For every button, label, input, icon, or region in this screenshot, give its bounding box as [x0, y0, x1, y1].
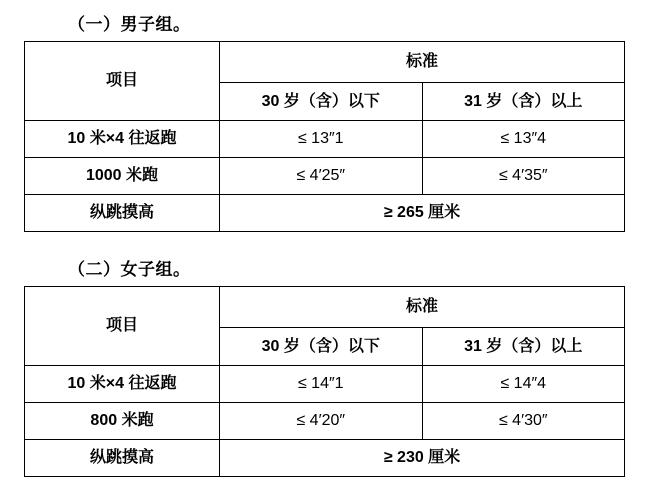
- header-item: 项目: [25, 287, 220, 366]
- row-value: ≤ 13″1: [220, 121, 423, 158]
- section-mens-group: [0, 10, 648, 232]
- section-title-mens-group: （一）男子组。: [68, 15, 191, 34]
- row-value: ≤ 13″4: [422, 121, 625, 158]
- row-value-merged: ≥ 230 厘米: [220, 440, 625, 477]
- row-value: ≤ 4′25″: [220, 158, 423, 195]
- section-title-womens-group: （二）女子组。: [68, 260, 191, 279]
- row-label: 10 米×4 往返跑: [25, 121, 220, 158]
- section-womens-group: [0, 255, 648, 477]
- header-item: 项目: [25, 42, 220, 121]
- row-label: 800 米跑: [25, 403, 220, 440]
- row-label: 10 米×4 往返跑: [25, 366, 220, 403]
- table-row: [25, 121, 625, 158]
- table-row: [25, 403, 625, 440]
- table-row: [25, 366, 625, 403]
- header-standard: 标准: [220, 287, 625, 328]
- table-row: [25, 42, 625, 83]
- row-label: 纵跳摸高: [25, 195, 220, 232]
- row-value-merged: ≥ 265 厘米: [220, 195, 625, 232]
- row-label: 1000 米跑: [25, 158, 220, 195]
- header-age-group-1: 30 岁（含）以下: [220, 83, 423, 121]
- header-standard: 标准: [220, 42, 625, 83]
- table-row: [25, 440, 625, 477]
- standards-table-womens-group: [24, 286, 625, 477]
- row-value: ≤ 4′30″: [422, 403, 625, 440]
- row-value: ≤ 4′35″: [422, 158, 625, 195]
- table-row: [25, 195, 625, 232]
- header-age-group-1: 30 岁（含）以下: [220, 328, 423, 366]
- table-row: [25, 158, 625, 195]
- table-row: [25, 287, 625, 328]
- header-age-group-2: 31 岁（含）以上: [422, 83, 625, 121]
- row-value: ≤ 14″1: [220, 366, 423, 403]
- header-age-group-2: 31 岁（含）以上: [422, 328, 625, 366]
- standards-table-mens-group: [24, 41, 625, 232]
- row-value: ≤ 14″4: [422, 366, 625, 403]
- row-value: ≤ 4′20″: [220, 403, 423, 440]
- row-label: 纵跳摸高: [25, 440, 220, 477]
